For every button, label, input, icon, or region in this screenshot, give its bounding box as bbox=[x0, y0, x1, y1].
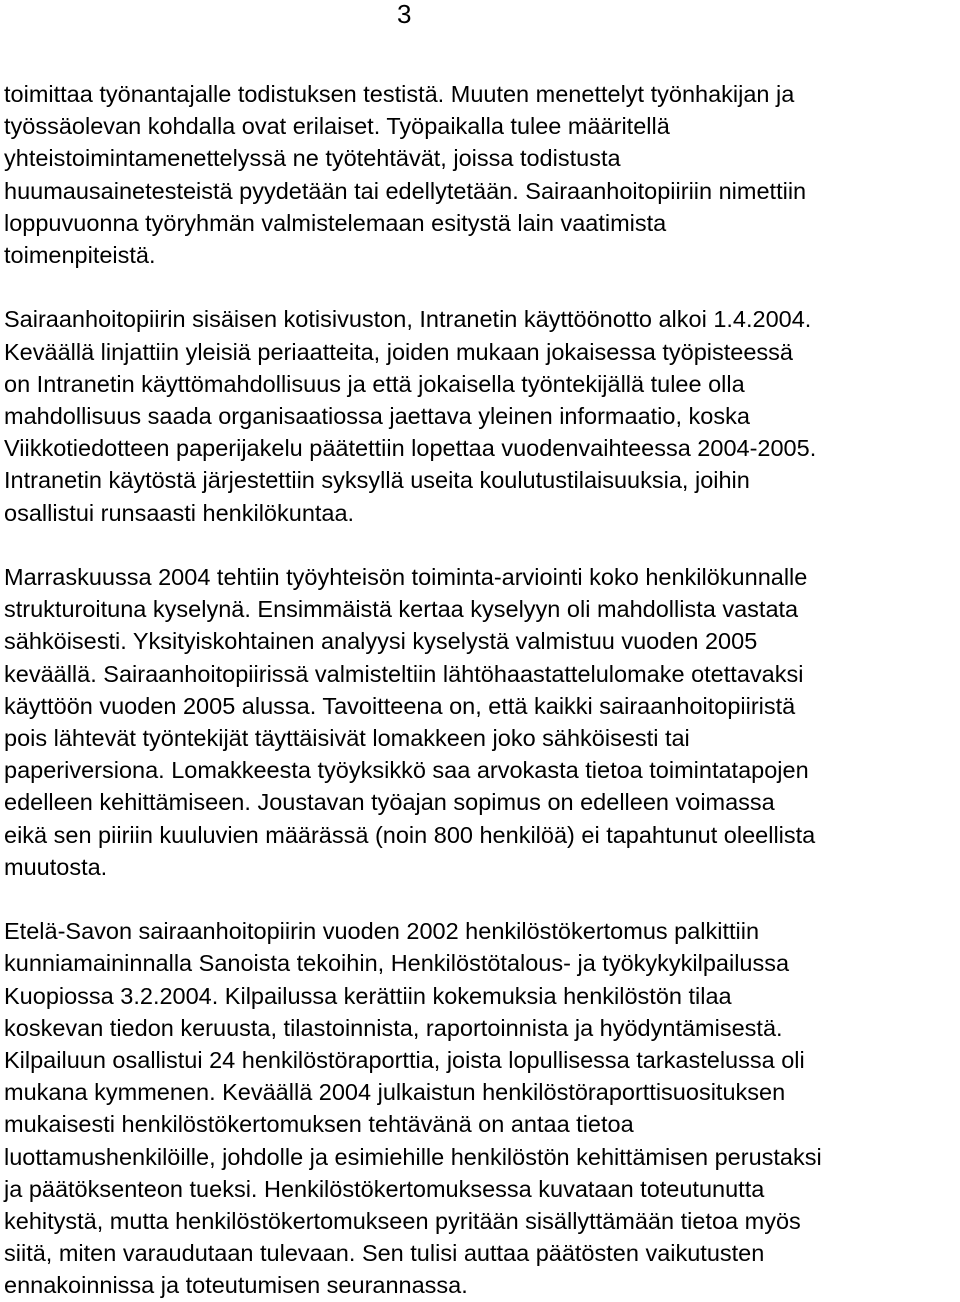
text-line: eikä sen piiriin kuuluvien määrässä (noin 800 henkilöä) ei tapahtunut oleellista bbox=[4, 821, 816, 848]
text-line: paperiversiona. Lomakkeesta työyksikkö saa arvokasta tietoa toimintatapojen bbox=[4, 757, 809, 784]
text-line: huumausainetesteistä pyydetään tai edellytetään. Sairaanhoitopiiriin nimettiin bbox=[4, 177, 807, 204]
text-line: muutosta. bbox=[4, 853, 108, 880]
text-line: mahdollisuus saada organisaatiossa jaettava yleinen informaatio, koska bbox=[4, 403, 750, 430]
text-line: toimittaa työnantajalle todistuksen testistä. Muuten menettelyt työnhakijan ja bbox=[4, 81, 795, 107]
paragraph-gap bbox=[4, 883, 956, 915]
text-line: Kuopiossa 3.2.2004. Kilpailussa kerättiin kokemuksia henkilöstön tilaa bbox=[4, 982, 732, 1009]
text-line: osallistui runsaasti henkilökuntaa. bbox=[4, 499, 355, 526]
text-line: edelleen kehittämiseen. Joustavan työajan sopimus on edelleen voimassa bbox=[4, 789, 775, 816]
text-line: Viikkotiedotteen paperijakelu päätettiin lopettaa vuodenvaihteessa 2004-2005. bbox=[4, 435, 817, 462]
text-line: ja päätöksenteon tueksi. Henkilöstökertomuksessa kuvataan toteutunutta bbox=[4, 1175, 765, 1202]
text-line: keväällä. Sairaanhoitopiirissä valmisteltiin lähtöhaastattelulomake otettavaksi bbox=[4, 660, 804, 687]
text-line: Keväällä linjattiin yleisiä periaatteita, joiden mukaan jokaisessa työpisteessä bbox=[4, 338, 793, 365]
text-line: loppuvuonna työryhmän valmistelemaan esitystä lain vaatimista bbox=[4, 209, 667, 236]
paragraph-gap bbox=[4, 271, 956, 303]
text-line: mukana kymmenen. Keväällä 2004 julkaistun henkilöstöraporttisuosituksen bbox=[4, 1079, 786, 1106]
text-line: Kilpailuun osallistui 24 henkilöstöraporttia, joista lopullisessa tarkastelussa oli bbox=[4, 1047, 805, 1074]
text-line: on Intranetin käyttömahdollisuus ja että jokaisella työntekijällä tulee olla bbox=[4, 370, 745, 397]
page-number: 3 bbox=[397, 0, 412, 29]
text-line: sähköisesti. Yksityiskohtainen analyysi kyselystä valmistuu vuoden 2005 bbox=[4, 628, 758, 655]
text-line: yhteistoimintamenettelyssä ne työtehtävät, joissa todistusta bbox=[4, 145, 621, 172]
text-line: strukturoituna kyselynä. Ensimmäistä kertaa kyselyyn oli mahdollista vastata bbox=[4, 596, 799, 623]
text-line: Marraskuussa 2004 tehtiin työyhteisön toiminta-arviointi koko henkilökunnalle bbox=[4, 564, 808, 591]
paragraph-2 bbox=[4, 303, 956, 528]
paragraph-1 bbox=[4, 78, 956, 271]
text-line: kehitystä, mutta henkilöstökertomukseen pyritään sisällyttämään tietoa myös bbox=[4, 1208, 801, 1235]
paragraph-4 bbox=[4, 915, 956, 1301]
text-line: pois lähtevät työntekijät täyttäisivät lomakkeen joko sähköisesti tai bbox=[4, 725, 690, 752]
text-line: Sairaanhoitopiirin sisäisen kotisivuston, Intranetin käyttöönotto alkoi 1.4.2004. bbox=[4, 306, 812, 333]
text-line: käyttöön vuoden 2005 alussa. Tavoitteena on, että kaikki sairaanhoitopiiristä bbox=[4, 692, 796, 719]
text-line: kunniamaininnalla Sanoista tekoihin, Henkilöstötalous- ja työkykykilpailussa bbox=[4, 950, 790, 977]
text-line: koskevan tiedon keruusta, tilastoinnista, raportoinnista ja hyödyntämisestä. bbox=[4, 1014, 783, 1041]
text-line: työssäolevan kohdalla ovat erilaiset. Työpaikalla tulee määritellä bbox=[4, 113, 670, 140]
text-line: Etelä-Savon sairaanhoitopiirin vuoden 2002 henkilöstökertomus palkittiin bbox=[4, 918, 760, 945]
paragraph-gap bbox=[4, 529, 956, 561]
text-line: ennakoinnissa ja toteutumisen seurannassa. bbox=[4, 1272, 468, 1299]
text-line: siitä, miten varaudutaan tulevaan. Sen tulisi auttaa päätösten vaikutusten bbox=[4, 1240, 765, 1267]
text-line: luottamushenkilöille, johdolle ja esimiehille henkilöstön kehittämisen perustaksi bbox=[4, 1143, 822, 1170]
paragraph-3 bbox=[4, 561, 956, 883]
text-line: Intranetin käytöstä järjestettiin syksyllä useita koulutustilaisuuksia, joihin bbox=[4, 467, 750, 494]
document-body bbox=[4, 78, 956, 1302]
text-line: toimenpiteistä. bbox=[4, 242, 156, 269]
text-line: mukaisesti henkilöstökertomuksen tehtävänä on antaa tietoa bbox=[4, 1111, 634, 1138]
